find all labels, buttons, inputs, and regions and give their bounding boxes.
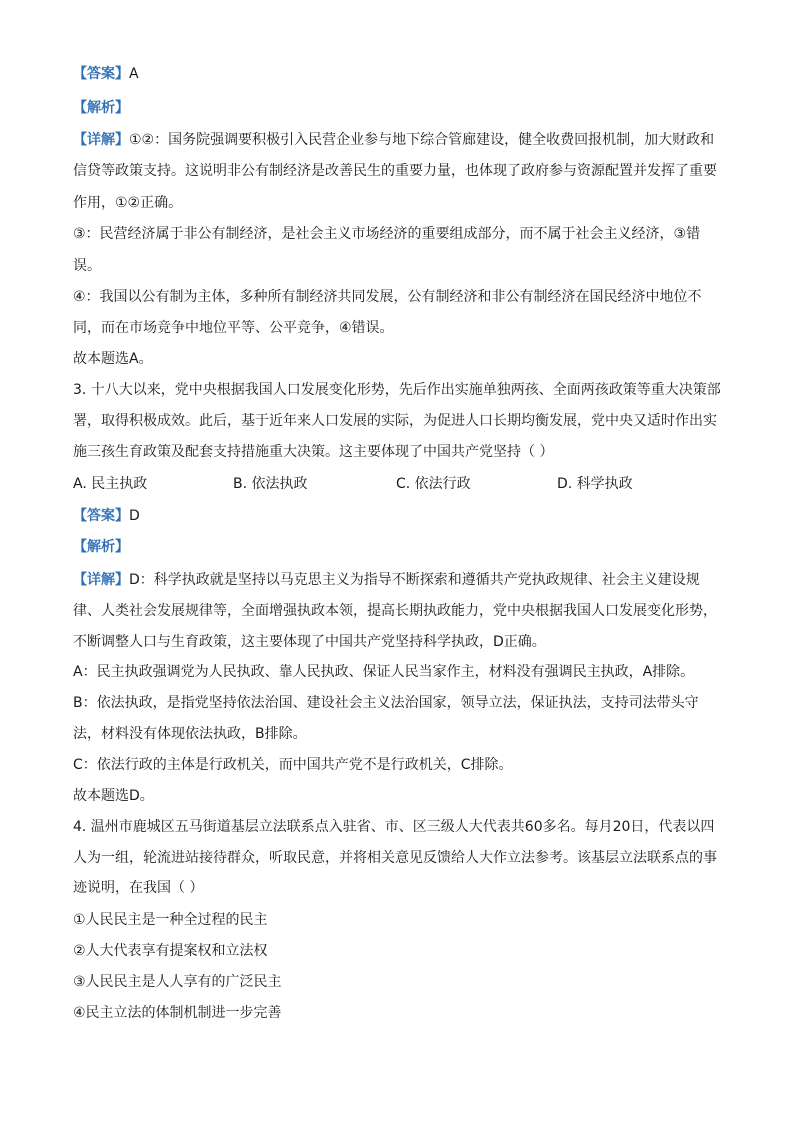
q4-stem-line-3: 迹说明，在我国（ ）	[73, 880, 204, 896]
q3-detail-line-1: 【详解】D：科学执政就是坚持以马克思主义为指导不断探索和遵循共产党执政规律、社会主义建设规	[73, 572, 700, 588]
q2-detail-line-3: 作用，①②正确。	[73, 195, 183, 211]
answer-tag: 【答案】	[73, 508, 129, 524]
q3-option-b: B. 依法执政	[233, 476, 308, 492]
q3-detail-line-5: B：依法执政，是指党坚持依法治国、建设社会主义法治国家，领导立法，保证执法，支持司法带头守	[73, 695, 699, 711]
q2-detail-line-5: 误。	[73, 258, 101, 274]
q3-detail-line-2: 律、人类社会发展规律等，全面增强执政本领，提高长期执政能力，党中央根据我国人口发展变化形势，	[73, 603, 717, 619]
q3-stem-line-3: 施三孩生育政策及配套支持措施重大决策。这主要体现了中国共产党坚持（ ）	[73, 444, 554, 460]
q4-item-1: ①人民民主是一种全过程的民主	[73, 912, 268, 928]
q2-detail-line-7: 同，而在市场竞争中地位平等、公平竞争，④错误。	[73, 320, 394, 336]
q3-conclusion: 故本题选D。	[73, 788, 154, 804]
q3-detail-line-4: A：民主执政强调党为人民执政、靠人民执政、保证人民当家作主，材料没有强调民主执政，A排除。	[73, 664, 695, 680]
answer-value: D	[129, 508, 140, 524]
q3-stem-line-2: 署，取得积极成效。此后，基于近年来人口发展的实际，为促进人口长期均衡发展，党中央又适时作出实	[73, 413, 717, 429]
q3-option-d: D. 科学执政	[557, 476, 633, 492]
q3-detail-line-7: C：依法行政的主体是行政机关，而中国共产党不是行政机关，C排除。	[73, 757, 513, 773]
q2-detail-line-1: 【详解】①②：国务院强调要积极引入民营企业参与地下综合管廊建设，健全收费回报机制，加大财政和	[73, 132, 715, 148]
detail-tag: 【详解】	[73, 132, 129, 148]
answer-tag: 【答案】	[73, 66, 129, 82]
q3-stem-line-1: 3. 十八大以来，党中央根据我国人口发展变化形势，先后作出实施单独两孩、全面两孩政策等重大决策部	[73, 382, 721, 398]
q4-item-4: ④民主立法的体制机制进一步完善	[73, 1005, 282, 1021]
q3-analysis-tag: 【解析】	[73, 539, 129, 555]
answer-value: A	[129, 66, 139, 82]
q4-stem-line-2: 人为一组，轮流进站接待群众，听取民意，并将相关意见反馈给人大作立法参考。该基层立法联系点的事	[73, 850, 717, 866]
detail-tag: 【详解】	[73, 572, 129, 588]
q2-detail-line-4: ③：民营经济属于非公有制经济，是社会主义市场经济的重要组成部分，而不属于社会主义经济，③错	[73, 226, 701, 242]
q2-analysis-tag: 【解析】	[73, 100, 129, 116]
q4-stem-line-1: 4. 温州市鹿城区五马街道基层立法联系点入驻省、市、区三级人大代表共60多名。每月20日，代表以四	[73, 819, 715, 835]
q4-item-2: ②人大代表享有提案权和立法权	[73, 943, 268, 959]
q2-answer-line	[73, 64, 139, 84]
q2-detail-line-2: 信贷等政策支持。这说明非公有制经济是改善民生的重要力量，也体现了政府参与资源配置并发挥了重要	[73, 163, 717, 179]
q3-answer-line	[73, 506, 140, 526]
q2-conclusion: 故本题选A。	[73, 351, 153, 367]
q3-option-c: C. 依法行政	[396, 476, 471, 492]
q3-detail-line-6: 法，材料没有体现依法执政，B排除。	[73, 726, 307, 742]
q2-detail-line-6: ④：我国以公有制为主体，多种所有制经济共同发展，公有制经济和非公有制经济在国民经济中地位不	[73, 289, 702, 305]
q3-option-a: A. 民主执政	[73, 476, 148, 492]
q3-detail-line-3: 不断调整人口与生育政策，这主要体现了中国共产党坚持科学执政，D正确。	[73, 634, 546, 650]
q4-item-3: ③人民民主是人人享有的广泛民主	[73, 974, 282, 990]
